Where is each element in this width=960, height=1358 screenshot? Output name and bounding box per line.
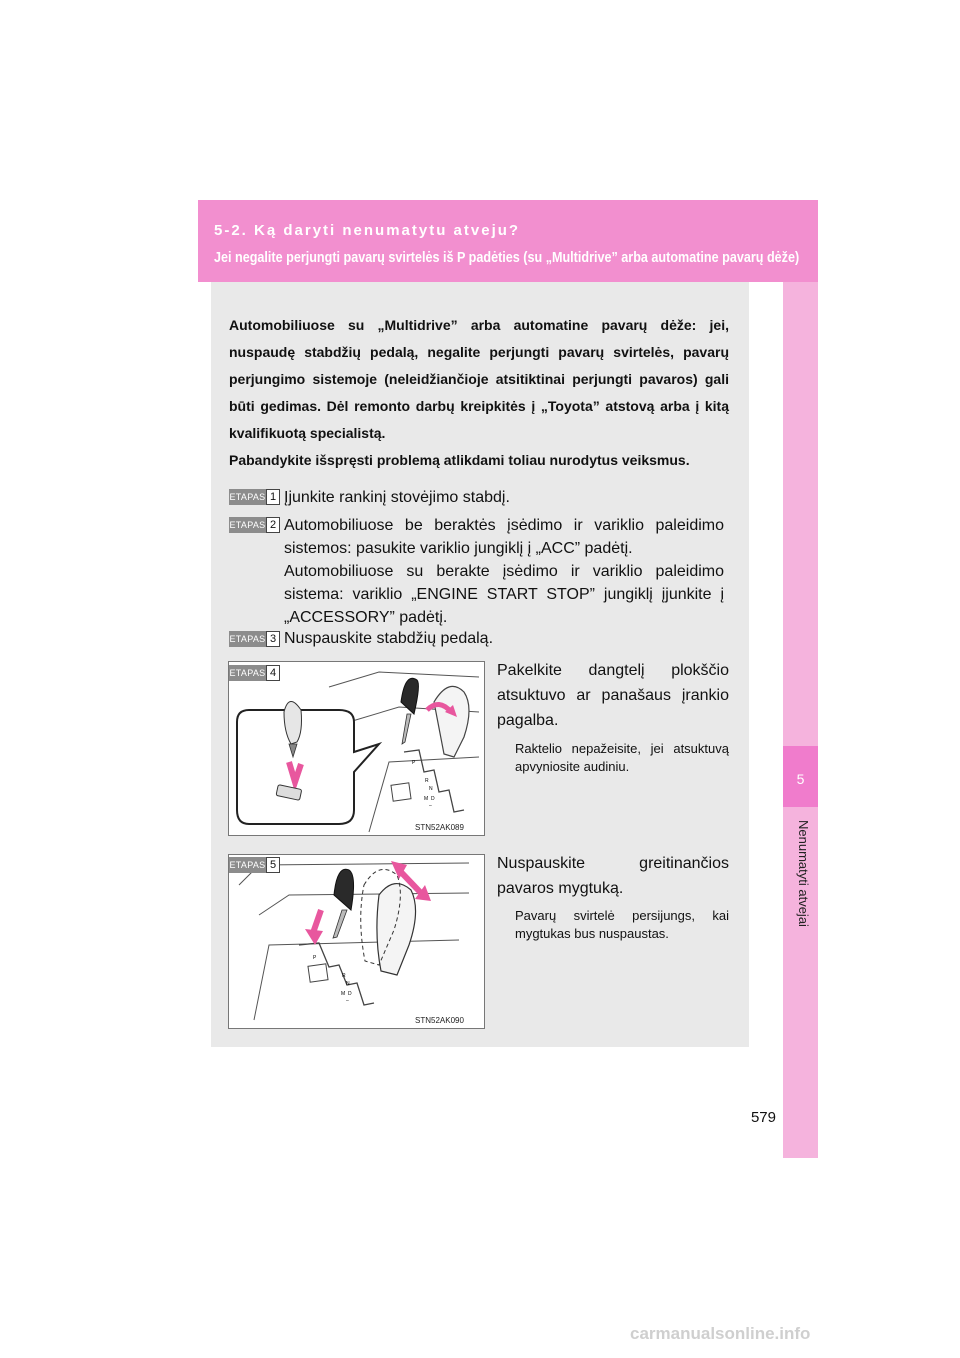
step-label: ETAPAS <box>229 517 266 533</box>
page-number: 579 <box>750 1109 776 1126</box>
subsection-title: Jei negalite perjungti pavarų svirtelės iš P padėties (su „Multidrive” arba automatine pavarų dėže) <box>214 249 800 266</box>
step-number: 4 <box>266 665 280 681</box>
step-2-text-line-2: Automobiliuose su berakte įsėdimo ir variklio paleidimo sistema: variklio „ENGINE START STOP” jungiklį įjunkite į „ACCESSORY” padėtį. <box>284 563 724 626</box>
section-title: 5-2. Ką daryti nenumatytu atveju? <box>214 222 521 239</box>
figure-step-4 <box>228 661 485 836</box>
gate-label-n: N <box>346 981 350 987</box>
gate-label-d: D <box>348 991 352 997</box>
gate-label-n: N <box>429 786 433 792</box>
step-label: ETAPAS <box>229 857 266 873</box>
step-5-note: Pavarų svirtelė persijungs, kai mygtukas bus nuspaustas. <box>515 908 729 941</box>
gate-label-d: D <box>431 796 435 802</box>
intro-paragraph-1: Automobiliuose su „Multidrive” arba automatine pavarų dėže: jei, nuspaudę stabdžių pedalą, negalite perjungti pavarų svirtelės, pavarų perjungimo sistemoje (neleidžiančioje atsitiktinai perjungti pavaros) gali būti gedimas. Dėl remonto darbų kreipkitės į „Toyota” atstovą arba į kitą kvalifikuotą specialistą. <box>229 317 729 441</box>
step-badge-3 <box>229 631 280 647</box>
step-3-text: Nuspauskite stabdžių pedalą. <box>284 630 494 647</box>
step-1-text: Įjunkite rankinį stovėjimo stabdį. <box>284 489 510 506</box>
chapter-side-strip <box>783 282 818 1158</box>
step-badge-4 <box>229 665 280 681</box>
gate-label-m: M <box>424 796 429 802</box>
watermark[interactable]: carmanualsonline.info <box>630 1324 811 1343</box>
figure-step-5 <box>228 854 485 1029</box>
figure-5-code: STN52AK090 <box>415 1016 464 1025</box>
figure-4-code: STN52AK089 <box>415 823 464 832</box>
step-label: ETAPAS <box>229 631 266 647</box>
step-2-text <box>284 514 724 629</box>
intro-paragraph-2: Pabandykite išspręsti problemą atlikdami toliau nurodytus veiksmus. <box>229 452 690 468</box>
gate-label-minus: – <box>346 998 349 1004</box>
step-number: 1 <box>266 489 280 505</box>
gate-label-m: M <box>341 991 346 997</box>
step-2-text-line-1: Automobiliuose be beraktės įsėdimo ir variklio paleidimo sistemos: pasukite variklio jungiklį į „ACC” padėtį. <box>284 517 724 557</box>
chapter-number: 5 <box>796 771 805 787</box>
gate-label-minus: – <box>429 803 432 809</box>
step-number: 3 <box>266 631 280 647</box>
step-badge-1 <box>229 489 280 505</box>
step-5-text: Nuspauskite greitinančios pavaros mygtuką. <box>497 855 729 897</box>
header-band <box>198 200 818 282</box>
gate-label-r: R <box>425 778 429 784</box>
gate-label-p: P <box>313 955 317 961</box>
gate-label-p: P <box>412 760 416 766</box>
gate-label-r: R <box>342 973 346 979</box>
chapter-label: Nenumatyti atvejai <box>796 820 811 927</box>
figure-5-illustration <box>229 855 484 1028</box>
step-number: 5 <box>266 857 280 873</box>
figure-4-illustration <box>229 662 484 835</box>
step-number: 2 <box>266 517 280 533</box>
step-4-text: Pakelkite dangtelį plokščio atsuktuvo ar panašaus įrankio pagalba. <box>497 662 729 729</box>
step-label: ETAPAS <box>229 489 266 505</box>
step-label: ETAPAS <box>229 665 266 681</box>
step-badge-2 <box>229 517 280 533</box>
intro-text <box>229 312 729 474</box>
step-4-note: Raktelio nepažeisite, jei atsuktuvą apvyniosite audiniu. <box>515 741 729 774</box>
step-badge-5 <box>229 857 280 873</box>
